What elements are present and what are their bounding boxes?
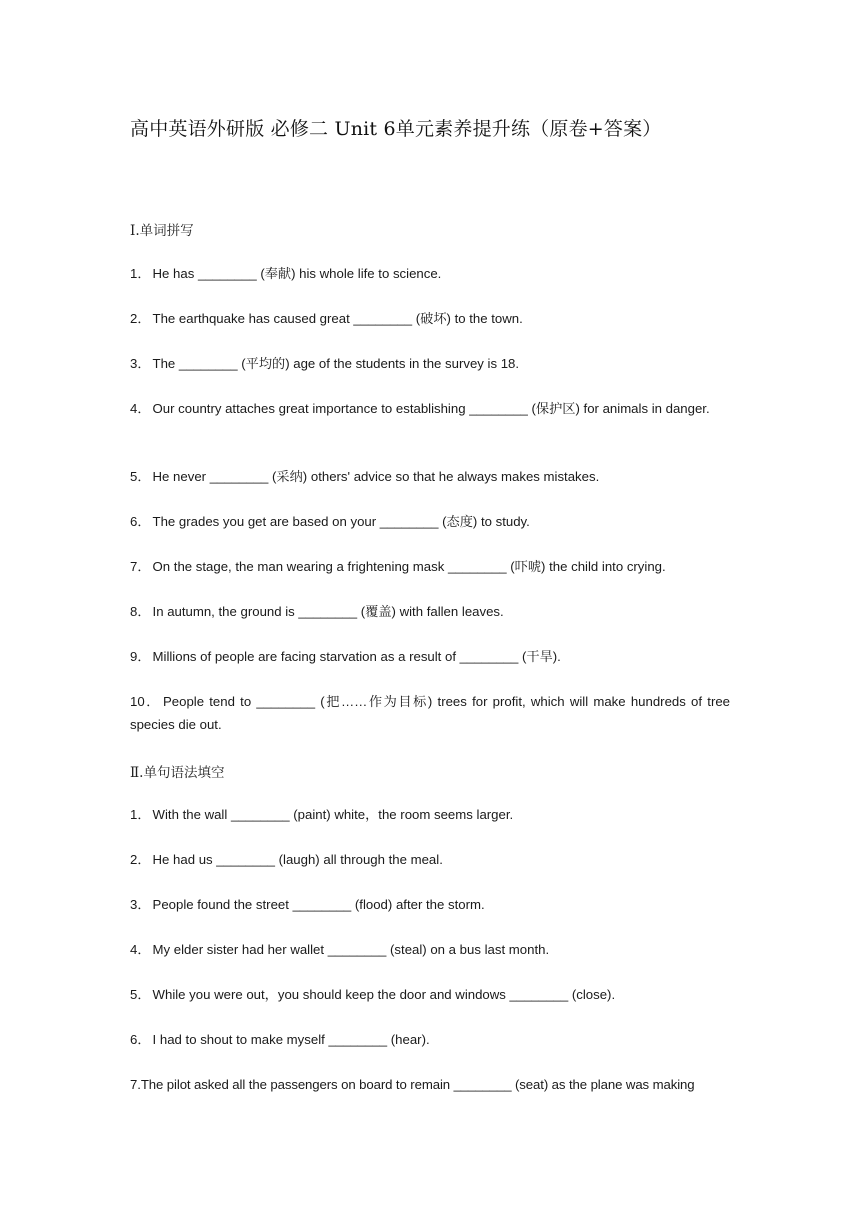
item-number: 2． (130, 852, 151, 867)
item-number: 8． (130, 604, 151, 619)
item-text: The ________ (平均的) age of the students in the survey is 18. (152, 356, 520, 371)
item-number: 3． (130, 897, 151, 912)
list-item (130, 848, 730, 871)
item-number: 2． (130, 311, 151, 326)
item-text: On the stage, the man wearing a frightening mask ________ (吓唬) the child into crying. (152, 559, 666, 574)
section-heading-grammar-fill: Ⅱ.单句语法填空 (130, 765, 225, 781)
item-number: 1． (130, 807, 151, 822)
list-item (130, 555, 730, 578)
list-item (130, 600, 730, 623)
item-text: I had to shout to make myself ________ (hear). (152, 1032, 430, 1047)
item-text: In autumn, the ground is ________ (覆盖) with fallen leaves. (152, 604, 504, 619)
item-text: My elder sister had her wallet ________ (steal) on a bus last month. (152, 942, 550, 957)
item-text: He has ________ (奉献) his whole life to science. (152, 266, 442, 281)
list-item (130, 307, 730, 330)
item-number: 9． (130, 649, 151, 664)
item-text: The pilot asked all the passengers on board to remain ________ (seat) as the plane was making (140, 1077, 695, 1092)
section-heading-word-spelling: Ⅰ.单词拼写 (130, 223, 194, 239)
list-item (130, 645, 730, 668)
list-item (130, 893, 730, 916)
item-text: While you were out，you should keep the door and windows ________ (close). (152, 987, 616, 1002)
list-item (130, 1073, 730, 1096)
item-number: 4． (130, 401, 151, 416)
item-number: 6． (130, 514, 151, 529)
list-item (130, 352, 730, 375)
list-item (130, 983, 730, 1006)
list-item (130, 690, 730, 736)
item-number: 4． (130, 942, 151, 957)
item-number: 3． (130, 356, 151, 371)
list-item (130, 1028, 730, 1051)
item-number: 7． (130, 559, 151, 574)
item-number: 1． (130, 266, 151, 281)
item-number: 5． (130, 987, 151, 1002)
document-title: 高中英语外研版 必修二 Unit 6单元素养提升练（原卷+答案） (130, 118, 662, 140)
list-item (130, 510, 730, 533)
list-item (130, 465, 730, 488)
item-text: He never ________ (采纳) others' advice so that he always makes mistakes. (152, 469, 600, 484)
list-item (130, 938, 730, 961)
item-text: He had us ________ (laugh) all through the meal. (152, 852, 443, 867)
list-item (130, 397, 730, 420)
item-text: People found the street ________ (flood) after the storm. (152, 897, 485, 912)
item-number: 10． (130, 694, 161, 709)
item-text: People tend to ________ (把……作为目标) trees for profit, which will make hundreds of tree species die out. (130, 694, 730, 732)
item-text: Our country attaches great importance to establishing ________ (保护区) for animals in danger. (152, 401, 710, 416)
list-item (130, 803, 730, 826)
item-text: The earthquake has caused great ________ (破坏) to the town. (152, 311, 523, 326)
item-number: 5． (130, 469, 151, 484)
item-text: With the wall ________ (paint) white，the room seems larger. (152, 807, 514, 822)
item-number: 6． (130, 1032, 151, 1047)
list-item (130, 262, 730, 285)
item-number: 7. (130, 1077, 141, 1092)
item-text: Millions of people are facing starvation as a result of ________ (干旱). (152, 649, 561, 664)
item-text: The grades you get are based on your ________ (态度) to study. (152, 514, 530, 529)
